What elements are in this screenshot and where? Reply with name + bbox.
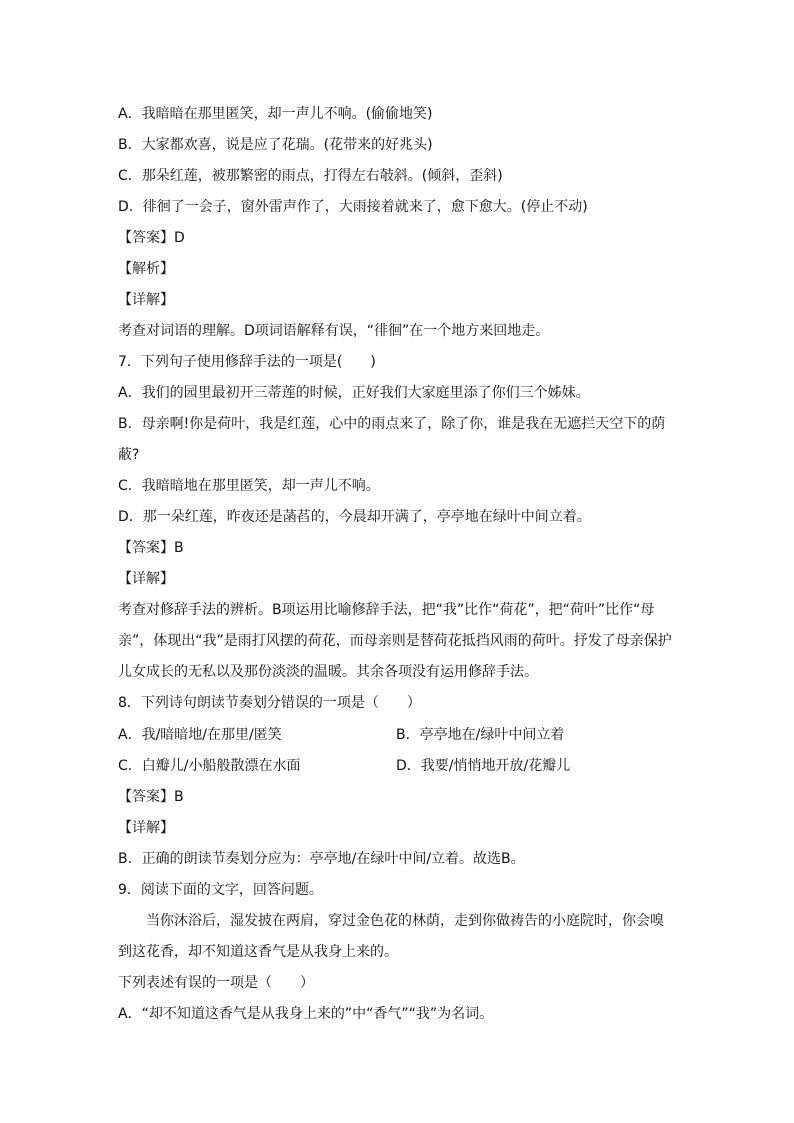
q9-question: 下列表述有误的一项是（ ） xyxy=(118,975,314,991)
q6-option-b: B．大家都欢喜，说是应了花瑞。(花带来的好兆头) xyxy=(118,137,433,153)
q8-option-c: C．白瓣儿/小船般散漂在水面 xyxy=(118,758,301,774)
q8-row-2 xyxy=(118,756,678,776)
q6-answer: 【答案】D xyxy=(118,230,185,246)
q7-option-d: D．那一朵红莲，昨夜还是菡萏的，今晨却开满了，亭亭地在绿叶中间立着。 xyxy=(118,509,591,525)
q8-explanation: B．正确的朗读节奏划分应为：亭亭地/在绿叶中间/立着。故选B。 xyxy=(118,851,525,867)
q8-detail-tag: 【详解】 xyxy=(118,820,174,836)
q7-explanation: 考查对修辞手法的辨析。B项运用比喻修辞手法，把“我”比作“荷花”，把“荷叶”比作“母亲”，体现出“我”是雨打风摆的荷花，而母亲则是替荷花抵挡风雨的荷叶。抒发了母亲保护儿女成长的无私以及那份淡淡的温暖。其余各项没有运用修辞手法。 xyxy=(118,602,672,680)
q6-option-a: A．我暗暗在那里匿笑，却一声儿不响。(偷偷地笑) xyxy=(118,106,433,122)
q7-option-a: A．我们的园里最初开三蒂莲的时候，正好我们大家庭里添了你们三个姊妹。 xyxy=(118,385,590,401)
q9-stem: 9．阅读下面的文字，回答问题。 xyxy=(118,882,323,898)
q7-stem: 7．下列句子使用修辞手法的一项是( ) xyxy=(118,354,376,370)
q8-row-1 xyxy=(118,725,678,745)
q7-option-c: C．我暗暗地在那里匿笑，却一声儿不响。 xyxy=(118,478,380,494)
q7-option-b: B．母亲啊!你是荷叶，我是红莲，心中的雨点来了，除了你，谁是我在无遮拦天空下的荫蔽? xyxy=(118,416,666,463)
q9-option-a: A．“却不知道这香气是从我身上来的”中“香气”“我”为名词。 xyxy=(118,1006,494,1022)
q6-option-c: C．那朵红莲，被那繁密的雨点，打得左右攲斜。(倾斜，歪斜) xyxy=(118,168,503,184)
q8-option-a: A．我/暗暗地/在那里/匿笑 xyxy=(118,727,282,743)
q8-option-b: B．亭亭地在/绿叶中间立着 xyxy=(396,727,565,743)
q6-option-d: D．徘徊了一会子，窗外雷声作了，大雨接着就来了，愈下愈大。(停止不动) xyxy=(118,199,588,215)
q8-option-d: D．我要/悄悄地开放/花瓣儿 xyxy=(396,758,571,774)
q6-analysis-tag: 【解析】 xyxy=(118,261,174,277)
q7-answer: 【答案】B xyxy=(118,540,184,556)
q6-explanation: 考查对词语的理解。D项词语解释有误，“徘徊”在一个地方来回地走。 xyxy=(118,323,550,339)
q8-answer: 【答案】B xyxy=(118,789,184,805)
q7-detail-tag: 【详解】 xyxy=(118,571,174,587)
q6-detail-tag: 【详解】 xyxy=(118,292,174,308)
q8-stem: 8．下列诗句朗读节奏划分错误的一项是（ ） xyxy=(118,695,421,711)
q9-passage: 当你沐浴后，湿发披在两肩，穿过金色花的林荫，走到你做祷告的小庭院时，你会嗅到这花香，却不知道这香气是从我身上来的。 xyxy=(118,913,664,960)
